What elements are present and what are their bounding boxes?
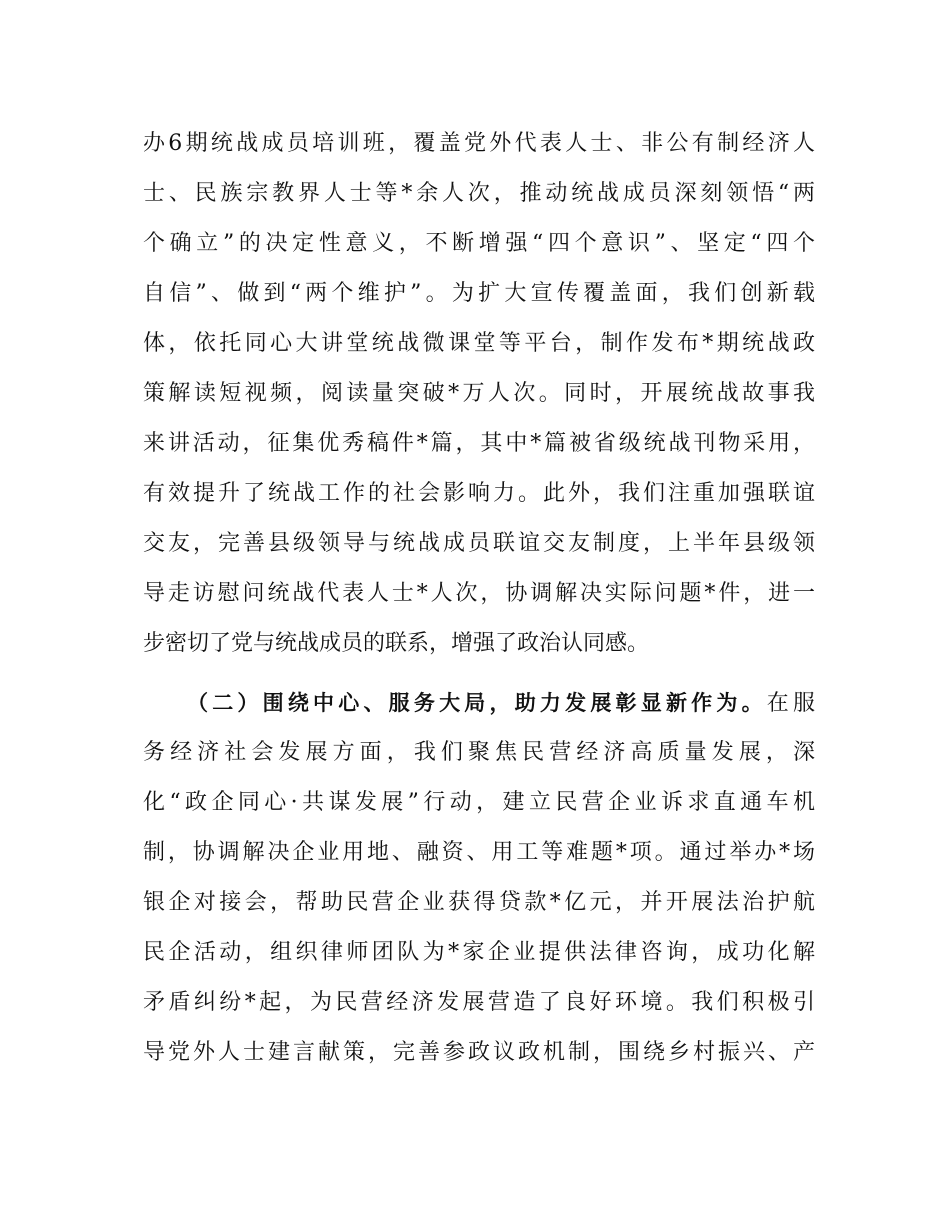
paragraph-line: 策解读短视频，阅读量突破*万人次。同时，开展统战故事我 — [143, 381, 815, 406]
paragraph-line: 导党外人士建言献策，完善参政议政机制，围绕乡村振兴、产 — [143, 1040, 815, 1065]
paragraph-2 — [143, 678, 815, 1078]
paragraph-line: 交友，完善县级领导与统战成员联谊交友制度，上半年县级领 — [143, 531, 815, 556]
paragraph-line: 导走访慰问统战代表人士*人次，协调解决实际问题*件，进一 — [143, 581, 815, 606]
heading-line-tail: 在服 — [766, 691, 815, 716]
paragraph-line: 体，依托同心大讲堂统战微课堂等平台，制作发布*期统战政 — [143, 331, 815, 356]
paragraph-line: 民企活动，组织律师团队为*家企业提供法律咨询，成功化解 — [143, 940, 815, 965]
paragraph-line: 来讲活动，征集优秀稿件*篇，其中*篇被省级统战刊物采用， — [143, 431, 815, 456]
paragraph-line: 制，协调解决企业用地、融资、用工等难题*项。通过举办*场 — [143, 840, 815, 865]
paragraph-line: 务经济社会发展方面，我们聚焦民营经济高质量发展，深 — [143, 740, 815, 765]
paragraph-line: 化“政企同心·共谋发展”行动，建立民营企业诉求直通车机 — [143, 790, 815, 815]
paragraph-line: 士、民族宗教界人士等*余人次，推动统战成员深刻领悟“两 — [143, 181, 815, 206]
paragraph-line: 自信”、做到“两个维护”。为扩大宣传覆盖面，我们创新载 — [143, 281, 815, 306]
paragraph-line: 办6期统战成员培训班，覆盖党外代表人士、非公有制经济人 — [143, 131, 815, 156]
paragraph-line: 步密切了党与统战成员的联系，增强了政治认同感。 — [143, 631, 650, 656]
paragraph-line: 个确立”的决定性意义，不断增强“四个意识”、坚定“四个 — [143, 231, 815, 256]
section-heading: （二）围绕中心、服务大局，助力发展彰显新作为。 — [187, 691, 767, 715]
paragraph-line: 银企对接会，帮助民营企业获得贷款*亿元，并开展法治护航 — [143, 890, 815, 915]
section-heading-line — [143, 678, 815, 728]
paragraph-line: 有效提升了统战工作的社会影响力。此外，我们注重加强联谊 — [143, 481, 815, 506]
paragraph-1 — [143, 119, 815, 669]
paragraph-line: 矛盾纠纷*起，为民营经济发展营造了良好环境。我们积极引 — [143, 990, 815, 1015]
